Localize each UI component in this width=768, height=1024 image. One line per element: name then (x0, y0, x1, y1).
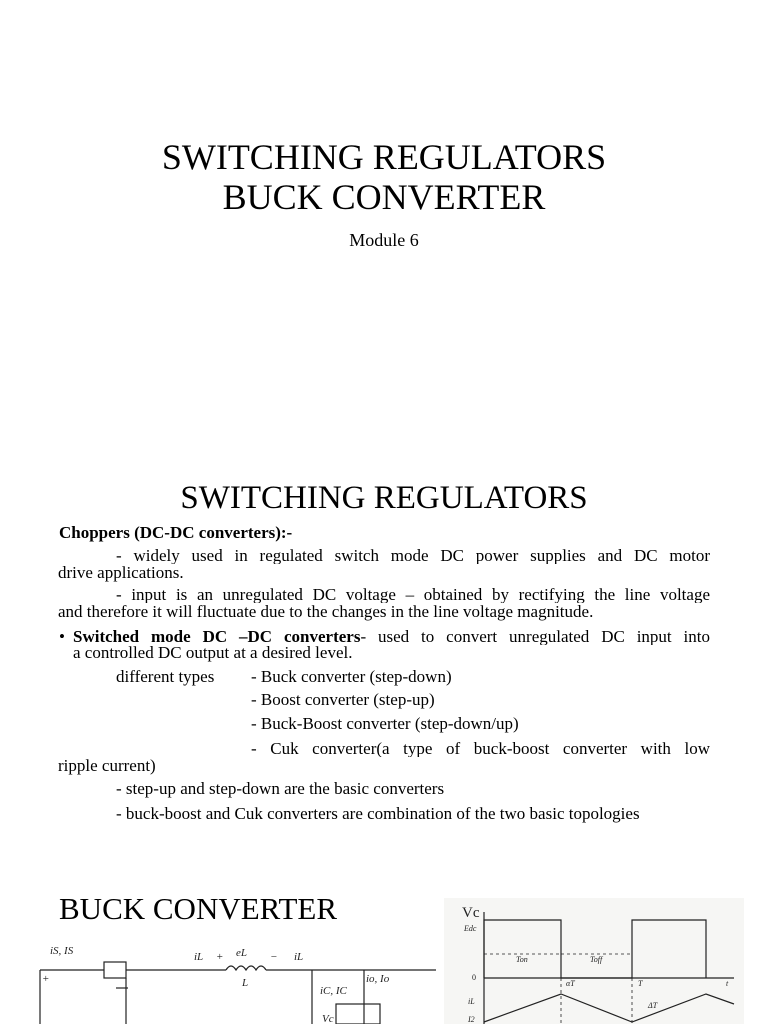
label-il: iL (194, 951, 204, 963)
label-ic: iC, IC (320, 985, 347, 997)
type-buck: - Buck converter (step-down) (251, 667, 452, 686)
label-el: eL (236, 947, 247, 959)
module-label: Module 6 (349, 230, 419, 250)
paragraph-2-line-2: and therefore it will fluctuate due to the changes in the line voltage magnitude. (58, 602, 594, 621)
slide-title: BUCK CONVERTER (59, 891, 338, 926)
label-minus: − (270, 951, 278, 963)
type-cuk-continued: ripple current) (58, 756, 156, 775)
label-il-2: iL (294, 951, 304, 963)
type-buck-boost: - Buck-Boost converter (step-down/up) (251, 714, 519, 733)
title-line-2: BUCK CONVERTER (222, 177, 546, 217)
bullet-marker: • (59, 627, 65, 646)
note-1: - step-up and step-down are the basic converters (116, 779, 445, 798)
label-is: iS, IS (50, 945, 74, 957)
label-t: T (638, 979, 643, 988)
label-delta-t: ΔT (648, 1001, 658, 1010)
bullet-bold-text: Switched mode DC –DC converters (73, 628, 361, 645)
label-zero: 0 (472, 973, 476, 982)
label-i2: I2 (468, 1015, 475, 1024)
label-alpha-t: αT (566, 979, 575, 988)
buck-circuit-diagram (36, 942, 436, 1024)
bullet-rest-text: - used to convert unregulated DC input into (360, 628, 710, 645)
axis-label-vc: Vc (462, 905, 480, 921)
buck-converter-slide (0, 880, 768, 1024)
type-cuk (251, 740, 710, 757)
title-line-1: SWITCHING REGULATORS (161, 137, 607, 177)
label-plus-l: + (216, 951, 224, 963)
paragraph-2-line-1: - input is an unregulated DC voltage – obtained by rectifying the line voltage (116, 586, 710, 603)
label-ton: Ton (516, 955, 528, 964)
label-vc: Vc (322, 1013, 334, 1024)
paragraph-1-line-2: drive applications. (58, 563, 184, 582)
slide-title: SWITCHING REGULATORS (180, 480, 588, 516)
choppers-heading: Choppers (DC-DC converters):- (59, 523, 293, 542)
switch-symbol (104, 962, 126, 978)
label-time: t (726, 979, 729, 988)
label-toff: Toff (590, 955, 603, 964)
label-il: iL (468, 997, 475, 1006)
label-io: io, Io (366, 973, 390, 985)
note-2: - buck-boost and Cuk converters are combination of the two basic topologies (116, 804, 640, 823)
paragraph-1-line-1: - widely used in regulated switch mode DC power supplies and DC motor (116, 547, 710, 564)
type-boost: - Boost converter (step-up) (251, 690, 435, 709)
axis-label-edc: Edc (464, 924, 477, 933)
switching-regulators-slide (0, 460, 768, 880)
types-label: different types (116, 667, 215, 686)
buck-waveform-graph (444, 898, 744, 1024)
title-slide (0, 0, 768, 460)
bullet-line-2: a controlled DC output at a desired level. (73, 643, 353, 662)
type-cuk-text: - Cuk converter(a type of buck-boost converter with low (251, 740, 710, 757)
inductor-coil (226, 966, 266, 970)
label-L: L (242, 977, 249, 989)
label-plus-left: + (42, 973, 50, 985)
load-box (336, 1004, 380, 1024)
